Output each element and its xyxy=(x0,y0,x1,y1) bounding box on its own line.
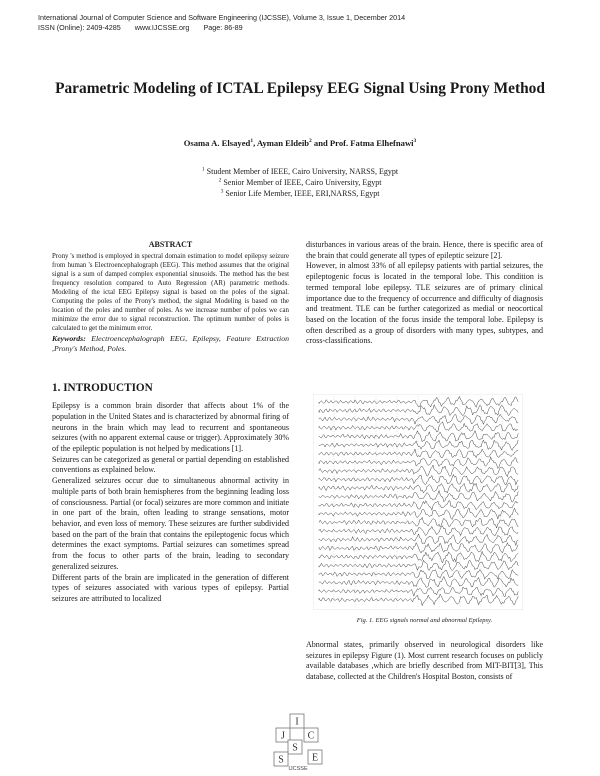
affiliation-2-text: Senior Member of IEEE, Cairo University, Egypt xyxy=(221,178,382,187)
intro-paragraph-3: Generalized seizures occur due to simultaneous abnormal activity in multiple parts of both brain hemispheres from the beginning leading loss of consciousness. Partial (or focal) seizures are more common and initiate in one part of the brain, often leading to strange sensations, motor behavior, and even loss of memory. These seizures are further subdivided based on the part of the brain that contains the epileptogenic focus which determines the exact symptoms. Partial seizures can sometimes spread from the focus to other parts of the brain, leading to secondary generalized seizures. xyxy=(52,476,289,571)
intro-paragraph-1: Epilepsy is a common brain disorder that affects about 1% of the population in the United States and is characterized by abnormal firing of neurons in the brain which may lead to recurrent and spontaneous seizures (with no apparent external cause or trigger). Approximately 30% of the epileptic population is not helped by medications [1]. xyxy=(52,401,289,454)
intro-paragraph-4: Different parts of the brain are implicated in the generation of different types of seizures associated with various types of epilepsy. Partial seizures are attributed to localized xyxy=(52,572,289,603)
abstract-heading: ABSTRACT xyxy=(148,240,193,249)
author-1: Osama A. Elsayed xyxy=(183,138,251,148)
affiliation-1-sup: 1 xyxy=(201,166,205,173)
section-heading-introduction: 1. INTRODUCTION xyxy=(52,381,153,394)
journal-logo xyxy=(268,712,328,772)
right-column xyxy=(306,240,543,347)
keywords-label: Keywords: xyxy=(52,333,86,343)
journal-meta-line xyxy=(38,23,568,33)
left-column xyxy=(52,240,289,605)
affiliations xyxy=(150,166,450,199)
page-range: Page: 86-89 xyxy=(203,22,243,32)
logo-letter: S xyxy=(278,754,284,766)
author-1-sup: 1 xyxy=(250,138,254,145)
author-list xyxy=(50,138,550,148)
logo-letter: S xyxy=(292,742,298,754)
logo-caption: IJCSSE xyxy=(288,766,308,772)
author-2: , Ayman Eldeib xyxy=(253,138,310,148)
affiliation-3-text: Senior Life Member, IEEE, ERI,NARSS, Egypt xyxy=(223,189,380,198)
eeg-figure xyxy=(313,394,523,610)
logo-letter: I xyxy=(295,716,299,728)
figure-caption: Fig. 1. EEG signals normal and abnormal Epilepsy. xyxy=(356,617,493,624)
logo-letter: E xyxy=(311,752,319,764)
affiliation-2-sup: 2 xyxy=(218,177,222,184)
right-paragraph-2: However, in almost 33% of all epilepsy patients with partial seizures, the epileptogenic focus is located in the temporal lobe. This condition is termed temporal lobe epilepsy. TLE seizures are of primary clinical importance due to the frequency of occurrence and difficulty of diagnosis and treatment. TLE can be further categorized as medial or neocortical based on the location of the focus inside the temporal lobe. Epilepsy is often described as a group of disorders with many types, subtypes, and cross-classifications. xyxy=(306,261,543,346)
logo-letter: J xyxy=(281,730,285,742)
right-paragraph-1: disturbances in various areas of the brain. Hence, there is specific area of the brain that could generate all types of epileptic seizure [2]. xyxy=(306,240,543,260)
paper-title: Parametric Modeling of ICTAL Epilepsy EEG Signal Using Prony Method xyxy=(55,80,545,97)
intro-paragraph-2: Seizures can be categorized as general or partial depending on established conventions as explained below. xyxy=(52,454,289,475)
affiliation-1-text: Student Member of IEEE, Cairo University, NARSS, Egypt xyxy=(204,167,399,176)
affiliation-2 xyxy=(150,177,450,188)
affiliation-1 xyxy=(150,166,450,177)
keywords-text: Electroencephalograph EEG, Epilepsy, Feature Extraction ,Prony's Method, Poles. xyxy=(52,333,289,354)
logo-letter: C xyxy=(307,730,315,742)
affiliation-3 xyxy=(150,188,450,199)
keywords xyxy=(52,334,289,355)
journal-line: International Journal of Computer Science and Software Engineering (IJCSSE), Volume 3, Issue 1, December 2014 xyxy=(38,13,406,22)
author-3: and Prof. Fatma Elhefnawi xyxy=(311,138,414,148)
abstract-body: Prony 's method is employed in spectral domain estimation to model epilepsy seizure from human 's Electroencephalograph (EEG). This method assumes that the original signal is a sum of damped complex exponential sinusoids. The method has the best frequency resolution compared to Auto Regression (AR) parametric methods. Modeling of the ictal EEG Epilepsy signal is based on the poles of the signal. Computing the poles of the Prony's method, the signal Modeling is based on the location of the poles and number of poles. As we increase number of poles we can minimize the error due to signal reconstruction. The optimum number of poles is calculated to get the minimum error. xyxy=(52,252,289,333)
right-column-continued xyxy=(306,640,543,683)
affiliation-3-sup: 3 xyxy=(220,188,224,195)
issn: ISSN (Online): 2409-4285 xyxy=(38,22,121,32)
right-paragraph-3: Abnormal states, primarily observed in neurological disorders like seizures in epilepsy Figure (1). Most current research focuses on publicly available databases ,which are briefly described from MIT-BIT[3], This database, collected at the Children's Hospital Boston, consists of xyxy=(306,640,543,682)
author-2-sup: 2 xyxy=(309,138,312,145)
journal-website: www.IJCSSE.org xyxy=(134,22,190,32)
author-3-sup: 3 xyxy=(413,138,417,145)
journal-header xyxy=(38,13,568,32)
